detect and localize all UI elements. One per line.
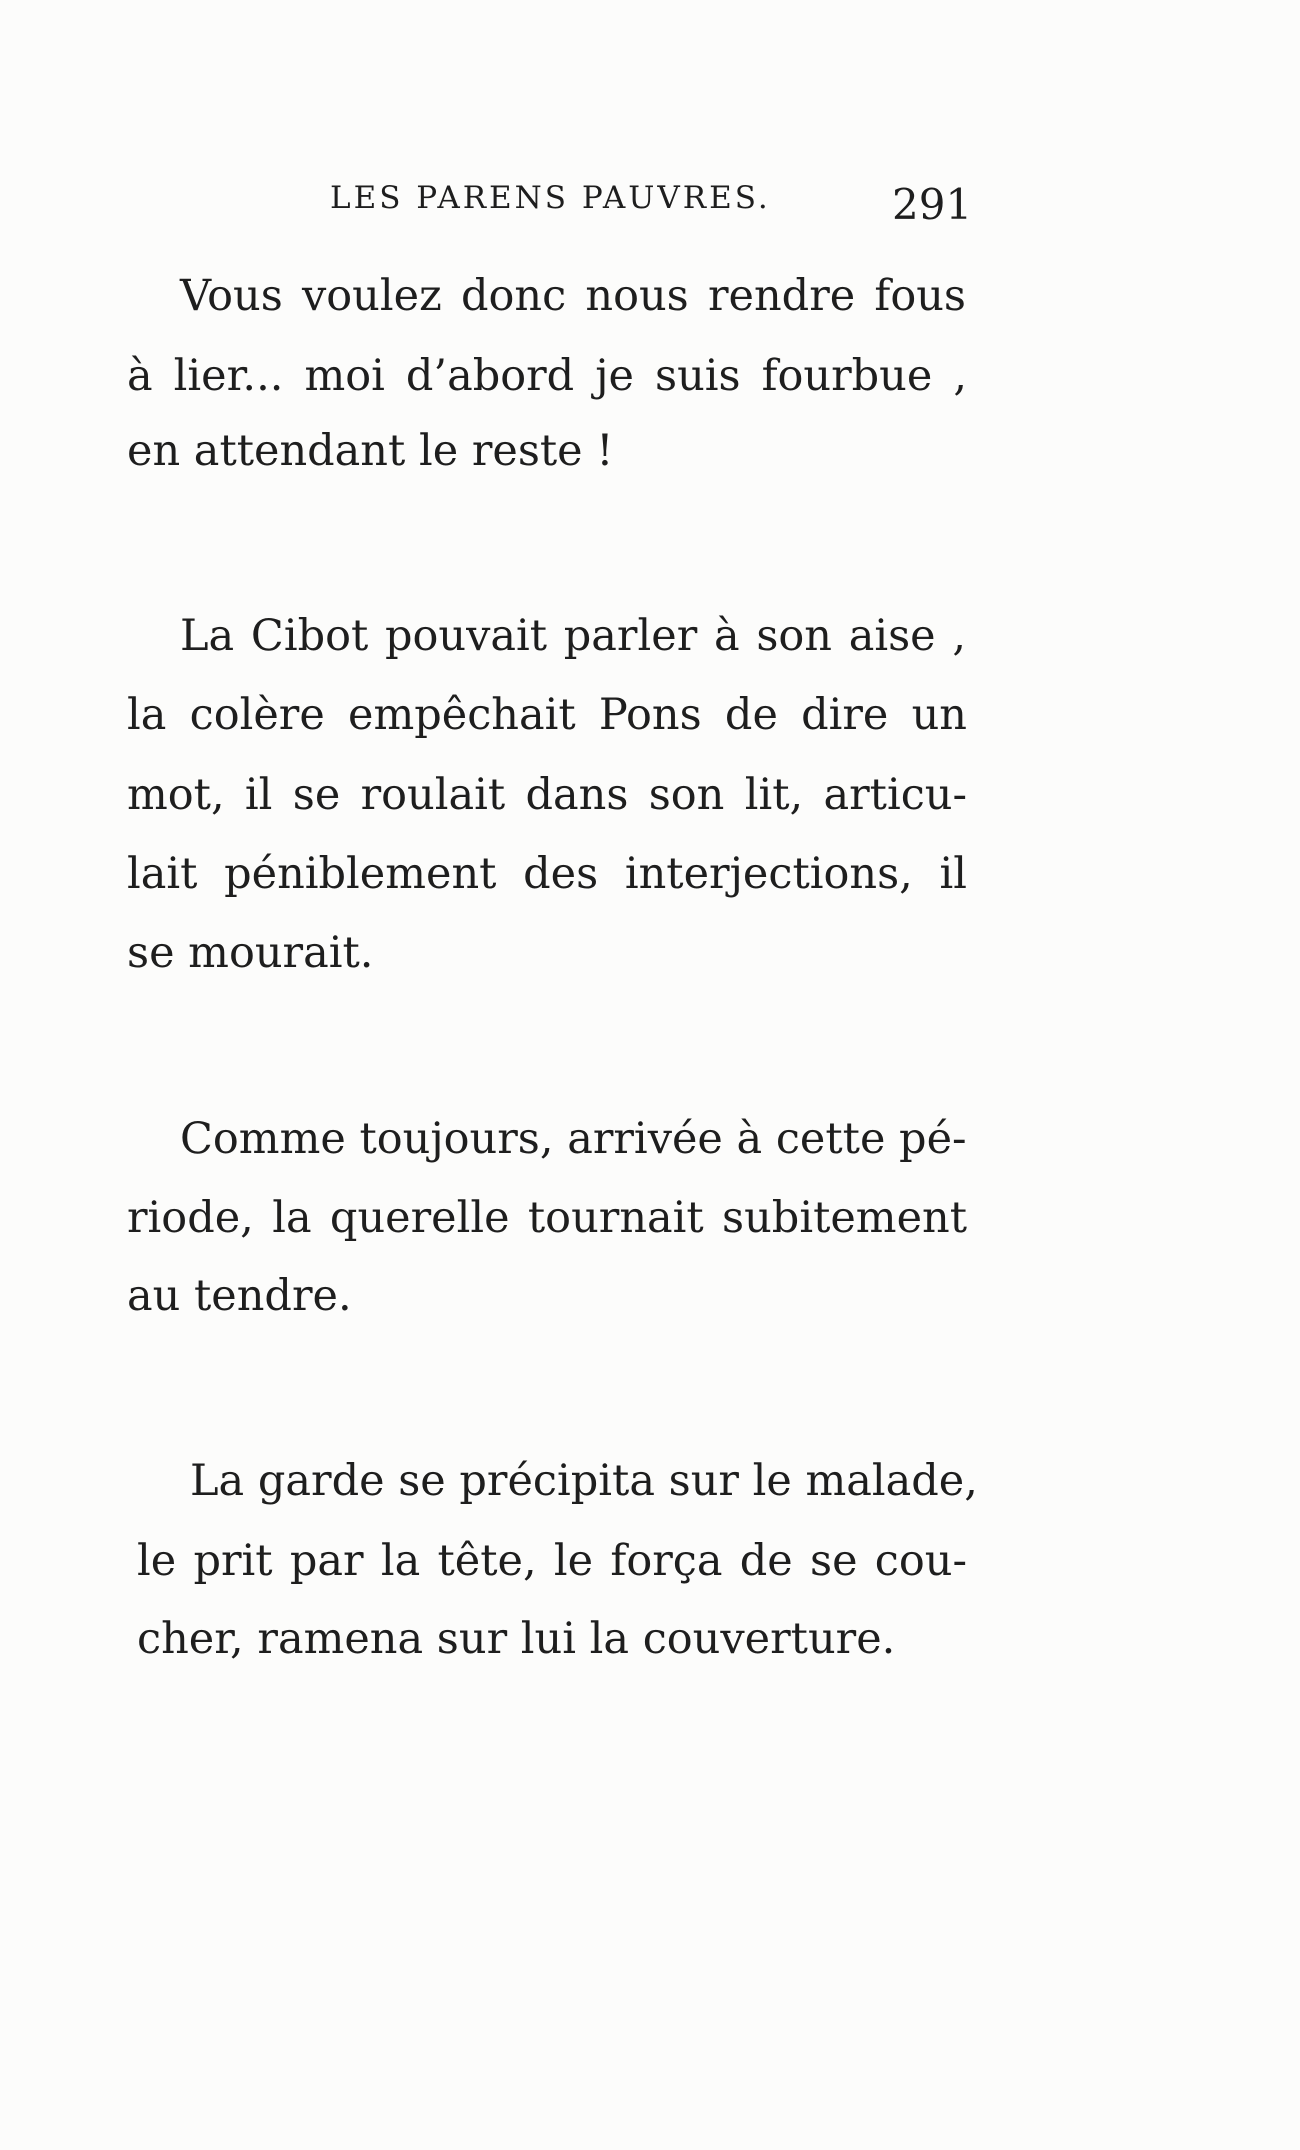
text-line: cher, ramena sur lui la couverture. bbox=[137, 1614, 896, 1664]
text-line: le prit par la tête, le força de se cou- bbox=[137, 1536, 967, 1586]
text-line: La garde se précipita sur le malade, bbox=[190, 1456, 978, 1506]
text-line: à lier... moi d’abord je suis fourbue , bbox=[127, 351, 967, 401]
text-line: en attendant le reste ! bbox=[127, 426, 614, 476]
text-line: riode, la querelle tournait subitement bbox=[127, 1193, 967, 1243]
text-line: Comme toujours, arrivée à cette pé- bbox=[180, 1114, 967, 1164]
text-line: la colère empêchait Pons de dire un bbox=[127, 690, 967, 740]
text-line: mot, il se roulait dans son lit, articu- bbox=[127, 770, 967, 820]
text-line: au tendre. bbox=[127, 1271, 352, 1321]
text-line: La Cibot pouvait parler à son aise , bbox=[180, 611, 966, 661]
running-head: LES PARENS PAUVRES. bbox=[330, 180, 771, 216]
text-line: lait péniblement des interjections, il bbox=[127, 849, 967, 899]
text-line: Vous voulez donc nous rendre fous bbox=[180, 271, 966, 321]
text-line: se mourait. bbox=[127, 928, 374, 978]
page-number: 291 bbox=[892, 180, 973, 229]
